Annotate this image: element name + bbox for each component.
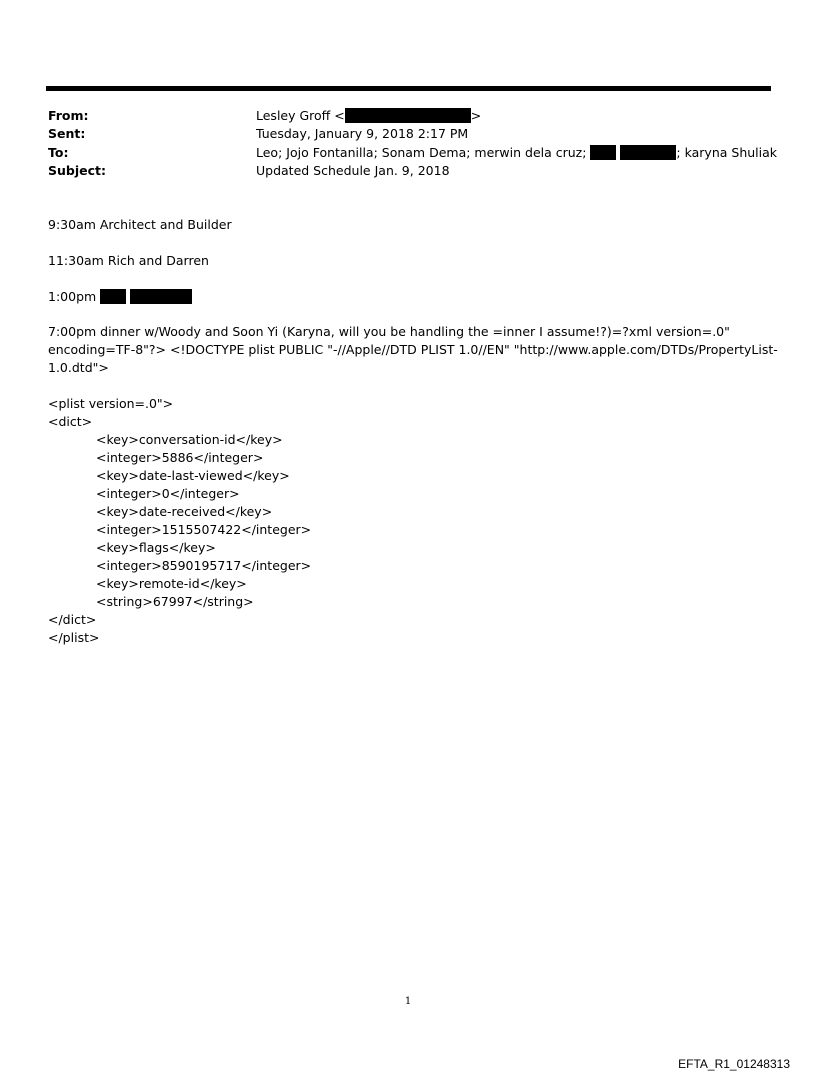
sent-value: Tuesday, January 9, 2018 2:17 PM <box>256 126 469 141</box>
plist-line: <integer>1515507422</integer> <box>96 522 312 537</box>
document-id: EFTA_R1_01248313 <box>678 1057 790 1071</box>
sent-label: Sent: <box>48 126 86 141</box>
redaction-box <box>345 108 471 123</box>
from-name: Lesley Groff < <box>256 108 345 123</box>
schedule-line-4c: 1.0.dtd"> <box>48 360 109 375</box>
schedule-line-4a: 7:00pm dinner w/Woody and Soon Yi (Karyna, will you be handling the =inner I assume!?)=?xml version=.0" <box>48 324 730 339</box>
redaction-box <box>620 145 676 160</box>
plist-line: <key>date-last-viewed</key> <box>96 468 290 483</box>
plist-line: </dict> <box>48 612 97 627</box>
from-close: > <box>470 108 482 123</box>
schedule-line-3 <box>48 288 192 306</box>
plist-line: <string>67997</string> <box>96 594 254 609</box>
plist-line: <plist version=.0"> <box>48 396 174 411</box>
plist-line: </plist> <box>48 630 100 645</box>
schedule-time: 1:00pm <box>48 289 97 304</box>
from-value <box>256 108 481 124</box>
redaction-box <box>100 289 126 304</box>
subject-label: Subject: <box>48 163 106 178</box>
plist-line: <integer>5886</integer> <box>96 450 264 465</box>
page-number: 1 <box>404 996 412 1007</box>
plist-line: <key>flags</key> <box>96 540 216 555</box>
plist-line: <dict> <box>48 414 93 429</box>
redaction-box <box>590 145 616 160</box>
plist-line: <integer>0</integer> <box>96 486 240 501</box>
to-recipients-start: Leo; Jojo Fontanilla; Sonam Dema; merwin dela cruz; <box>256 145 587 160</box>
to-value <box>256 145 777 161</box>
schedule-line-1: 9:30am Architect and Builder <box>48 217 232 232</box>
to-recipients-end: ; karyna Shuliak <box>676 145 778 160</box>
plist-line: <integer>8590195717</integer> <box>96 558 312 573</box>
to-label: To: <box>48 145 69 160</box>
plist-line: <key>date-received</key> <box>96 504 273 519</box>
from-label: From: <box>48 108 89 123</box>
plist-block <box>48 395 311 647</box>
plist-line: <key>conversation-id</key> <box>96 432 283 447</box>
subject-value: Updated Schedule Jan. 9, 2018 <box>256 163 450 178</box>
header-rule <box>46 86 771 91</box>
plist-line: <key>remote-id</key> <box>96 576 247 591</box>
redaction-box <box>130 289 192 304</box>
schedule-line-2: 11:30am Rich and Darren <box>48 253 209 268</box>
schedule-line-4b: encoding=TF-8"?> <!DOCTYPE plist PUBLIC "-//Apple//DTD PLIST 1.0//EN" "http://www.apple.com/DTDs/PropertyList- <box>48 342 778 357</box>
